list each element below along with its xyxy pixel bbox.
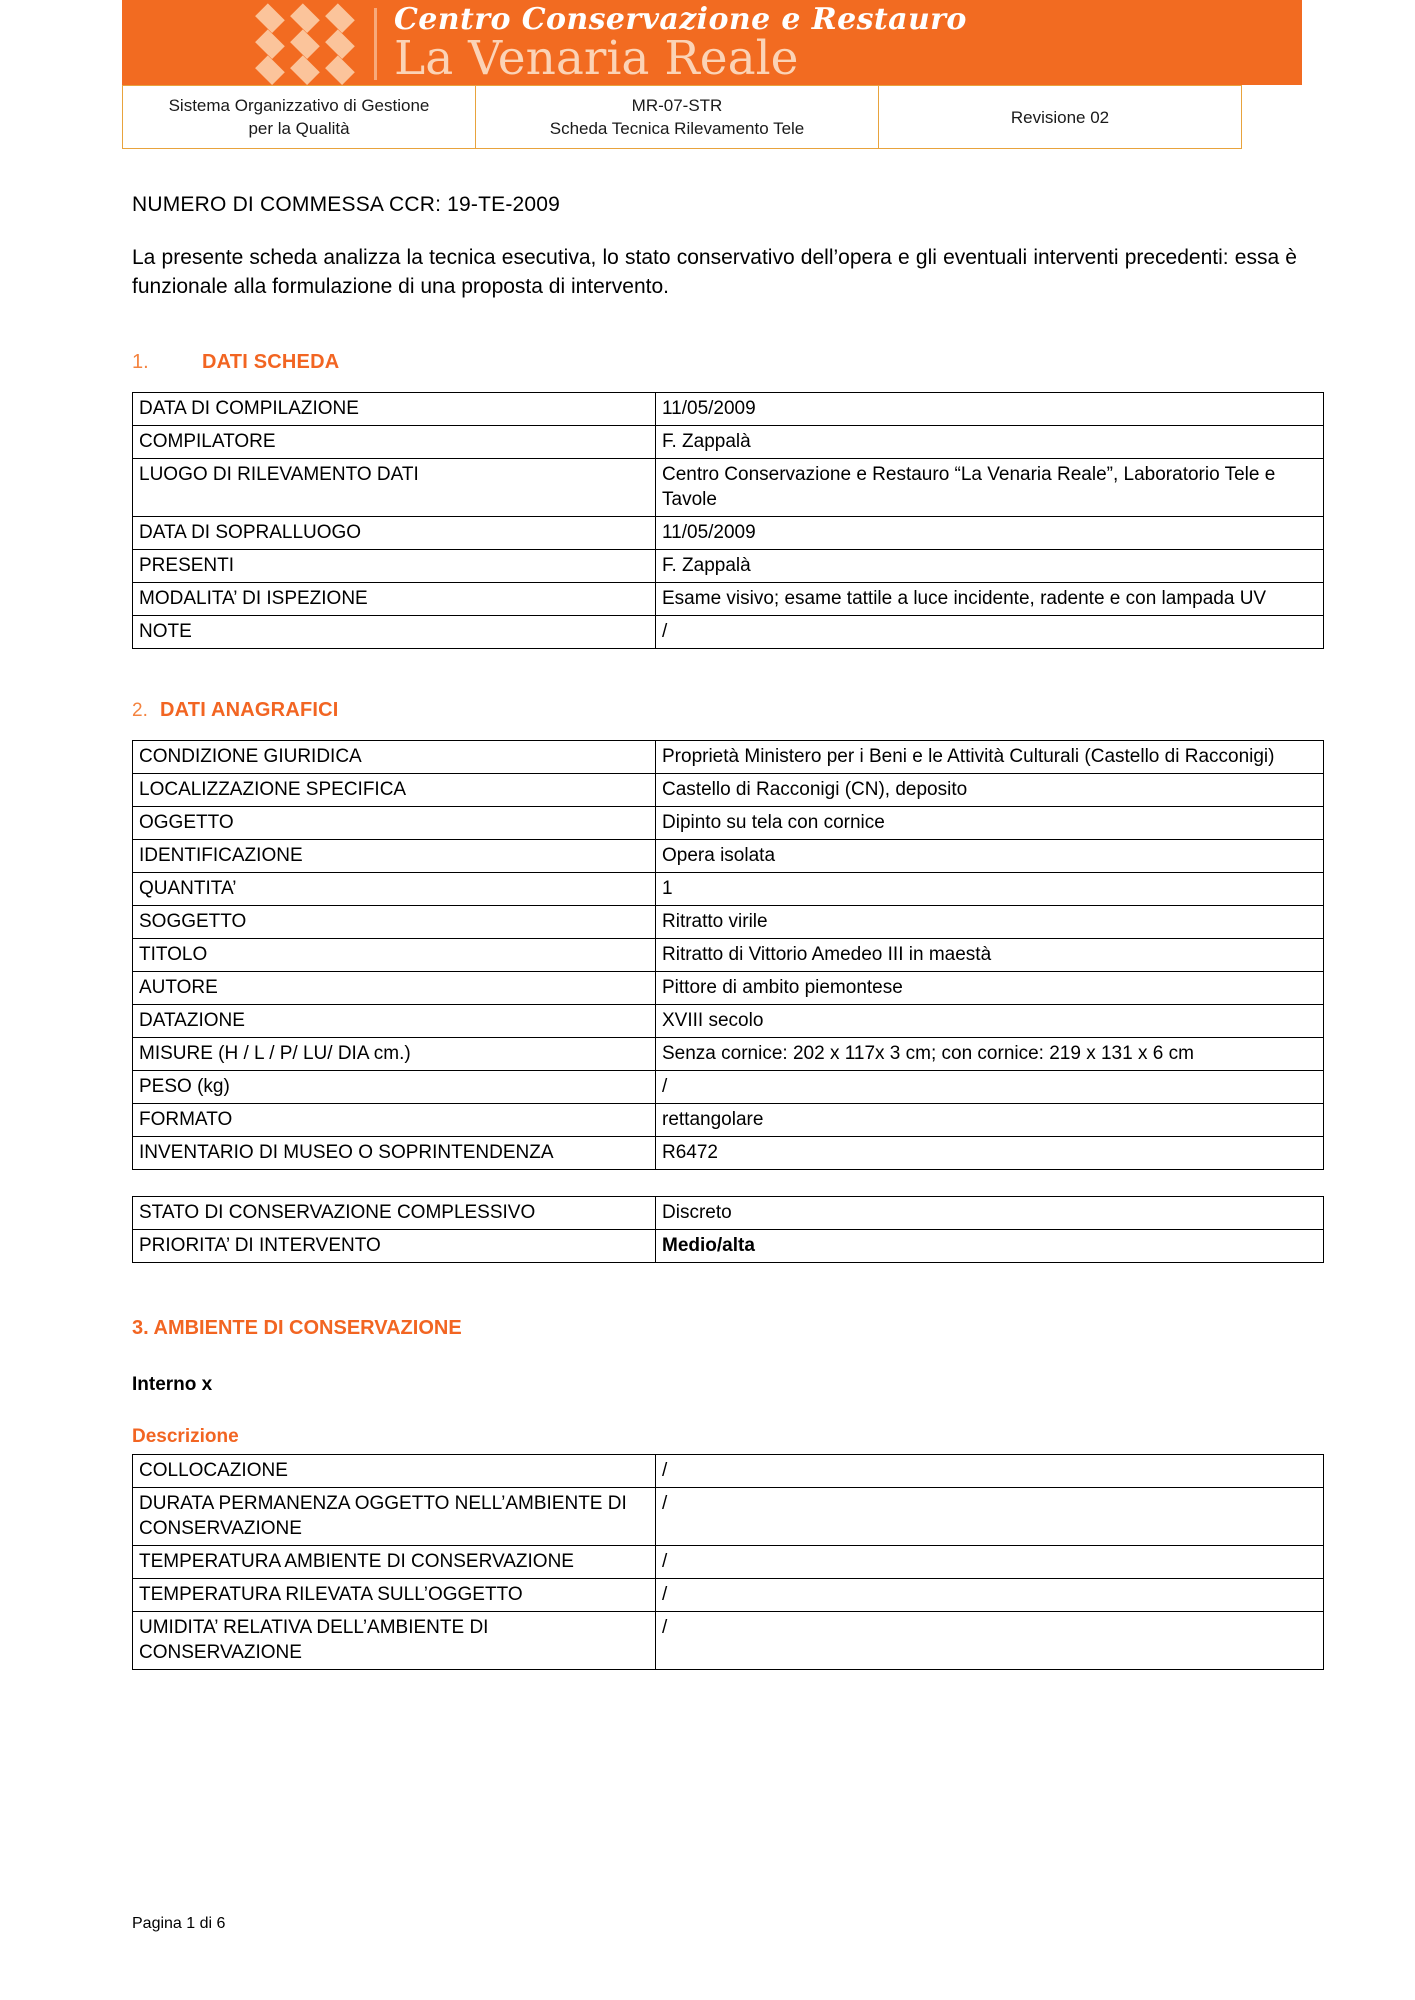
- row-value: Medio/alta: [656, 1230, 1324, 1263]
- table-dati-anagrafici: [132, 740, 1324, 1170]
- table-row: [133, 517, 1324, 550]
- table-dati-scheda: [132, 392, 1324, 649]
- row-value: 1: [656, 873, 1324, 906]
- header-cell-revision: Revisione 02: [879, 86, 1242, 149]
- row-value: XVIII secolo: [656, 1005, 1324, 1038]
- row-label: OGGETTO: [133, 807, 656, 840]
- code-line-2: Scheda Tecnica Rilevamento Tele: [549, 119, 805, 138]
- row-label: TEMPERATURA RILEVATA SULL’OGGETTO: [133, 1579, 656, 1612]
- row-label: TEMPERATURA AMBIENTE DI CONSERVAZIONE: [133, 1546, 656, 1579]
- row-label: TITOLO: [133, 939, 656, 972]
- table-ambiente-conservazione: [132, 1454, 1324, 1670]
- section-heading-dati-anagrafici: [132, 699, 1302, 722]
- table-row: [133, 1071, 1324, 1104]
- row-label: DATA DI SOPRALLUOGO: [133, 517, 656, 550]
- table-row: [133, 583, 1324, 616]
- document-body: [122, 193, 1302, 1670]
- row-value: Dipinto su tela con cornice: [656, 807, 1324, 840]
- row-label: CONDIZIONE GIURIDICA: [133, 741, 656, 774]
- row-label: DURATA PERMANENZA OGGETTO NELL’AMBIENTE DI CONSERVAZIONE: [133, 1488, 656, 1546]
- row-label: LUOGO DI RILEVAMENTO DATI: [133, 459, 656, 517]
- section-heading-dati-scheda: [132, 351, 1302, 374]
- row-label: UMIDITA’ RELATIVA DELL’AMBIENTE DI CONSERVAZIONE: [133, 1612, 656, 1670]
- row-value: /: [656, 1612, 1324, 1670]
- row-value: Centro Conservazione e Restauro “La Venaria Reale”, Laboratorio Tele e Tavole: [656, 459, 1324, 517]
- table-row: [133, 1230, 1324, 1263]
- table-row: [133, 906, 1324, 939]
- row-label: NOTE: [133, 616, 656, 649]
- banner-divider: [374, 8, 377, 80]
- row-value: Ritratto virile: [656, 906, 1324, 939]
- interno-label: Interno x: [132, 1374, 213, 1395]
- table-row: [133, 1579, 1324, 1612]
- table-row: [133, 459, 1324, 517]
- row-label: QUANTITA’: [133, 873, 656, 906]
- table-row: [133, 840, 1324, 873]
- table-row: [133, 550, 1324, 583]
- table-stato-conservazione: [132, 1196, 1324, 1263]
- table-row: [133, 774, 1324, 807]
- row-label: PRIORITA’ DI INTERVENTO: [133, 1230, 656, 1263]
- row-label: DATA DI COMPILAZIONE: [133, 393, 656, 426]
- table-row: [133, 1488, 1324, 1546]
- row-value: Pittore di ambito piemontese: [656, 972, 1324, 1005]
- row-label: AUTORE: [133, 972, 656, 1005]
- page-footer: Pagina 1 di 6: [132, 1915, 226, 1932]
- table-row: [133, 1038, 1324, 1071]
- table-row: [133, 1455, 1324, 1488]
- row-label: MISURE (H / L / P/ LU/ DIA cm.): [133, 1038, 656, 1071]
- row-value: Castello di Racconigi (CN), deposito: [656, 774, 1324, 807]
- row-value: Esame visivo; esame tattile a luce incidente, radente e con lampada UV: [656, 583, 1324, 616]
- table-row: [133, 741, 1324, 774]
- commessa-number: NUMERO DI COMMESSA CCR: 19-TE-2009: [132, 193, 561, 216]
- row-value: 11/05/2009: [656, 393, 1324, 426]
- banner-line-1: Centro Conservazione e Restauro: [394, 2, 967, 37]
- table-row: [133, 426, 1324, 459]
- row-value: Proprietà Ministero per i Beni e le Attività Culturali (Castello di Racconigi): [656, 741, 1324, 774]
- table-row: [133, 807, 1324, 840]
- section-heading-ambiente: 3. AMBIENTE DI CONSERVAZIONE: [132, 1317, 462, 1339]
- intro-paragraph: La presente scheda analizza la tecnica esecutiva, lo stato conservativo dell’opera e gli eventuali interventi precedenti: essa è funzionale alla formulazione di una proposta di intervento.: [132, 246, 1297, 298]
- section-title: DATI ANAGRAFICI: [160, 699, 339, 721]
- row-label: PRESENTI: [133, 550, 656, 583]
- row-value: /: [656, 616, 1324, 649]
- row-label: COLLOCAZIONE: [133, 1455, 656, 1488]
- row-value: /: [656, 1455, 1324, 1488]
- descrizione-label: Descrizione: [132, 1426, 239, 1447]
- row-value: F. Zappalà: [656, 426, 1324, 459]
- row-value: R6472: [656, 1137, 1324, 1170]
- row-label: FORMATO: [133, 1104, 656, 1137]
- row-value: rettangolare: [656, 1104, 1324, 1137]
- table-row: [123, 86, 1242, 149]
- row-value: /: [656, 1488, 1324, 1546]
- header-cell-code: [476, 86, 879, 149]
- row-label: PESO (kg): [133, 1071, 656, 1104]
- row-value: /: [656, 1579, 1324, 1612]
- banner-title-block: [394, 2, 1134, 85]
- banner-line-2: La Venaria Reale: [394, 31, 799, 85]
- row-label: MODALITA’ DI ISPEZIONE: [133, 583, 656, 616]
- row-value: Senza cornice: 202 x 117x 3 cm; con cornice: 219 x 131 x 6 cm: [656, 1038, 1324, 1071]
- system-line-2: per la Qualità: [248, 119, 350, 138]
- row-value: Discreto: [656, 1197, 1324, 1230]
- table-row: [133, 1005, 1324, 1038]
- header-cell-system: [123, 86, 476, 149]
- row-value: 11/05/2009: [656, 517, 1324, 550]
- system-line-1: Sistema Organizzativo di Gestione: [168, 96, 430, 115]
- row-value: Opera isolata: [656, 840, 1324, 873]
- section-number: 1.: [132, 351, 149, 373]
- section-title: DATI SCHEDA: [202, 351, 340, 373]
- row-label: IDENTIFICAZIONE: [133, 840, 656, 873]
- section-number: 2.: [132, 700, 148, 721]
- row-label: COMPILATORE: [133, 426, 656, 459]
- table-row: [133, 616, 1324, 649]
- row-value: Ritratto di Vittorio Amedeo III in maestà: [656, 939, 1324, 972]
- table-row: [133, 972, 1324, 1005]
- code-line-1: MR-07-STR: [631, 96, 723, 115]
- table-row: [133, 393, 1324, 426]
- row-value: /: [656, 1546, 1324, 1579]
- table-row: [133, 1137, 1324, 1170]
- row-label: LOCALIZZAZIONE SPECIFICA: [133, 774, 656, 807]
- table-row: [133, 1104, 1324, 1137]
- table-row: [133, 939, 1324, 972]
- document-header-table: [122, 85, 1242, 149]
- table-row: [133, 1546, 1324, 1579]
- page-content: [122, 0, 1302, 1670]
- table-row: [133, 1612, 1324, 1670]
- row-label: DATAZIONE: [133, 1005, 656, 1038]
- diamond-grid-logo-icon: [252, 5, 357, 83]
- row-label: STATO DI CONSERVAZIONE COMPLESSIVO: [133, 1197, 656, 1230]
- header-banner: [122, 0, 1302, 85]
- table-row: [133, 873, 1324, 906]
- row-value: F. Zappalà: [656, 550, 1324, 583]
- table-row: [133, 1197, 1324, 1230]
- row-value: /: [656, 1071, 1324, 1104]
- row-label: SOGGETTO: [133, 906, 656, 939]
- row-label: INVENTARIO DI MUSEO O SOPRINTENDENZA: [133, 1137, 656, 1170]
